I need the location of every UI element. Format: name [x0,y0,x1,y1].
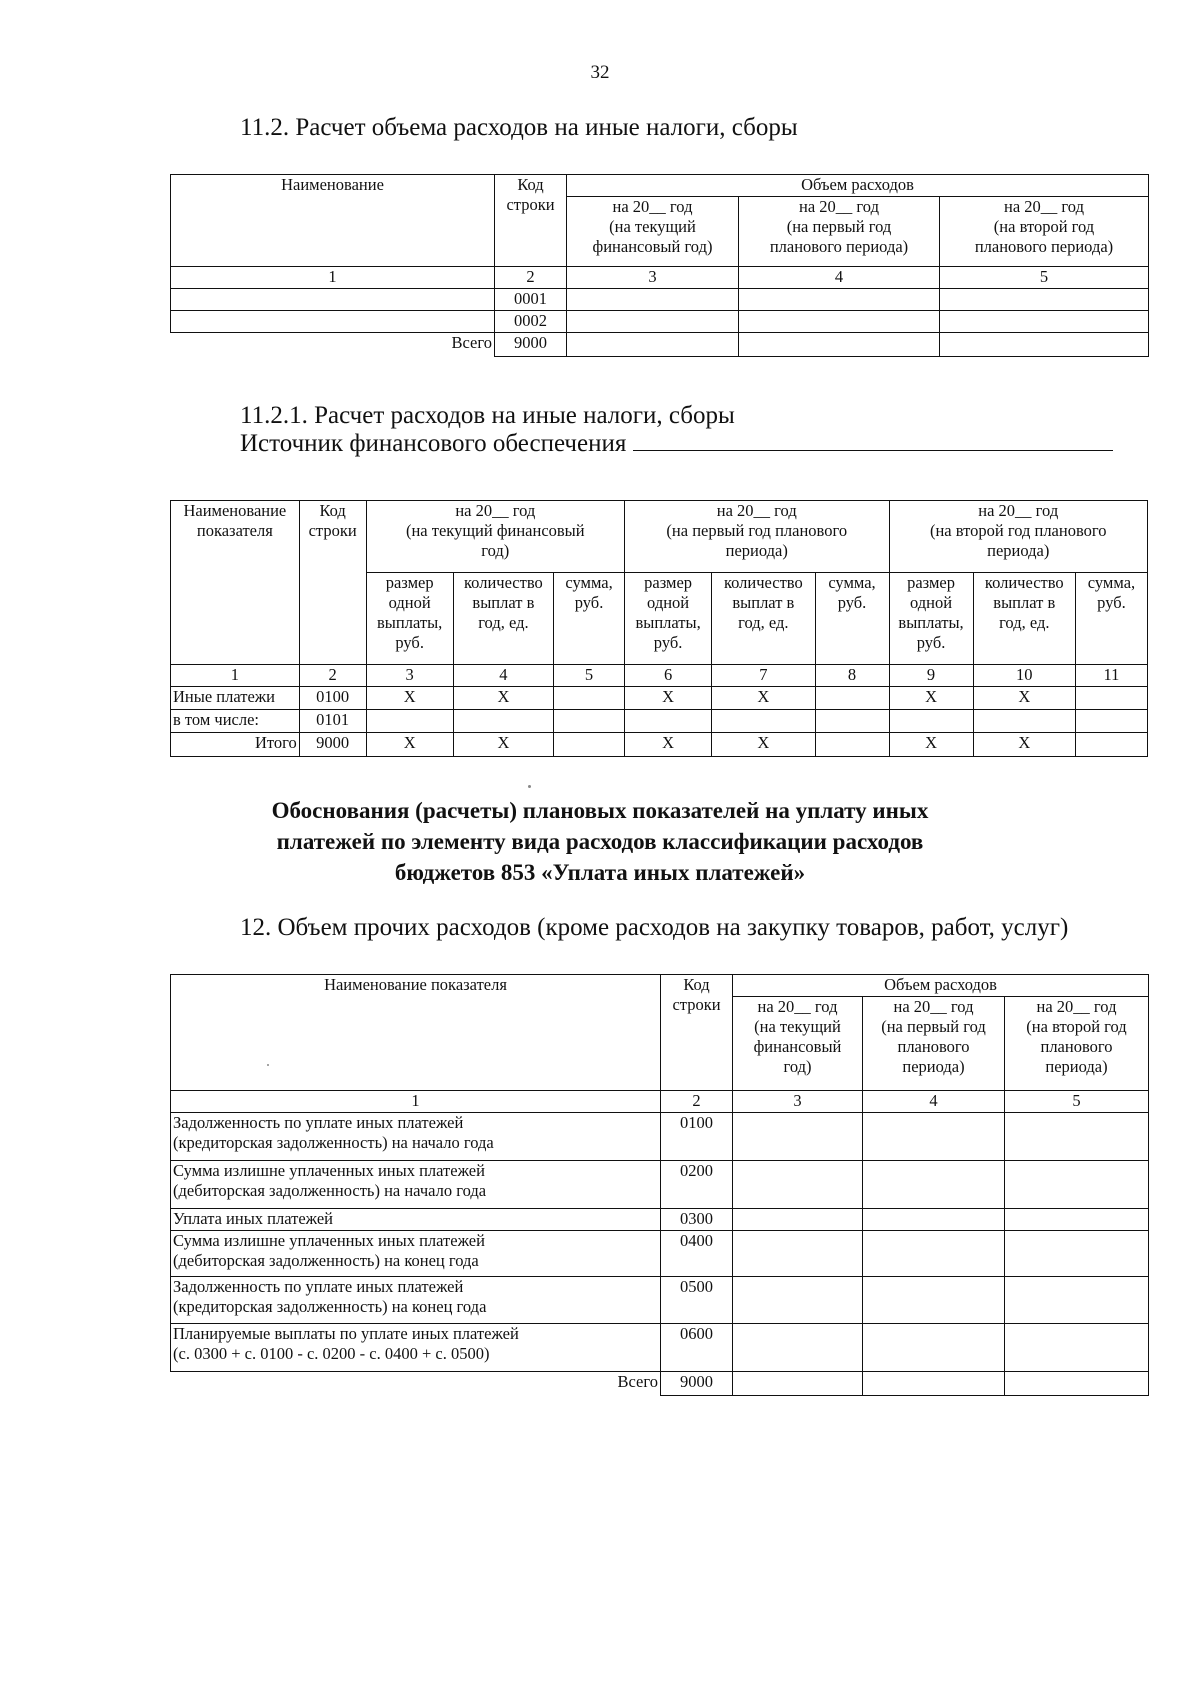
header-payment-count: количество выплат в год, ед. [712,573,815,665]
column-numbers-row: 1 2 3 4 5 [171,1091,1149,1113]
table-row: 0001 [171,289,1149,311]
table-row: Иные платежи 0100 X X X X X X [171,687,1148,710]
header-year-second: на 20__ год (на второй год планового периода) [1005,997,1149,1091]
header-year-first: на 20__ год (на первый год планового периода) [739,197,940,267]
justification-title: Обоснования (расчеты) плановых показателей на уплату иных платежей по элементу вида расходов классификации расходов бюджетов 853 «Уплата иных платежей» [271,798,929,885]
header-indicator-name: Наименование показателя [171,501,300,665]
header-year-first: на 20__ год (на первый год планового периода) [625,501,889,573]
table-row: Планируемые выплаты по уплате иных платежей (с. 0300 + с. 0100 - с. 0200 - с. 0400 + с. 0500) 0600 [171,1324,1149,1372]
section-12-title: 12. Объем прочих расходов (кроме расходов на закупку товаров, работ, услуг) [240,914,1069,941]
table-row: в том числе: 0101 [171,710,1148,733]
table-row-total: Итого 9000 X X X X X X [171,733,1148,757]
header-code: Код строки [661,975,733,1091]
funding-source-label: Источник финансового обеспечения [240,430,627,457]
funding-source-blank [633,430,1113,451]
header-year-second: на 20__ год (на второй год планового периода) [940,197,1149,267]
table-row: 0002 [171,311,1149,333]
table-row: Уплата иных платежей 0300 [171,1209,1149,1231]
header-payment-size: размер одной выплаты, руб. [366,573,453,665]
header-payment-count: количество выплат в год, ед. [973,573,1075,665]
table-row: Сумма излишне уплаченных иных платежей (дебиторская задолженность) на начало года 0200 [171,1161,1149,1209]
section-11-2-title: 11.2. Расчет объема расходов на иные налоги, сборы [240,114,798,141]
scan-speck [528,785,531,788]
header-name: Наименование [171,175,495,267]
column-numbers-row: 1 2 3 4 5 [171,267,1149,289]
table-11-2-1 [170,500,1148,757]
header-code: Код строки [299,501,366,665]
header-year-current: на 20__ год (на текущий финансовый год) [366,501,624,573]
table-row-total: Всего 9000 [171,333,1149,357]
funding-source-line [240,430,1113,458]
header-year-current: на 20__ год (на текущий финансовый год) [733,997,863,1091]
header-indicator-name: Наименование показателя [171,975,661,1091]
header-sum: сумма, руб. [554,573,625,665]
header-volume: Объем расходов [567,175,1149,197]
table-11-2 [170,174,1149,357]
header-volume: Объем расходов [733,975,1149,997]
header-code: Код строки [495,175,567,267]
section-11-2-1-title: 11.2.1. Расчет расходов на иные налоги, сборы [240,402,735,429]
header-year-second: на 20__ год (на второй год планового периода) [889,501,1148,573]
header-payment-size: размер одной выплаты, руб. [889,573,973,665]
table-row-total: Всего 9000 [171,1372,1149,1396]
table-12 [170,974,1149,1396]
header-payment-count: количество выплат в год, ед. [453,573,553,665]
header-sum: сумма, руб. [1075,573,1147,665]
column-numbers-row: 1 2 3 4 5 6 7 8 9 10 11 [171,665,1148,687]
table-row: Сумма излишне уплаченных иных платежей (дебиторская задолженность) на конец года 0400 [171,1231,1149,1277]
table-row: Задолженность по уплате иных платежей (кредиторская задолженность) на конец года 0500 [171,1277,1149,1324]
page-number: 32 [590,62,610,83]
table-row: Задолженность по уплате иных платежей (кредиторская задолженность) на начало года 0100 [171,1113,1149,1161]
scan-speck [267,1064,269,1066]
header-payment-size: размер одной выплаты, руб. [625,573,712,665]
header-year-current: на 20__ год (на текущий финансовый год) [567,197,739,267]
header-year-first: на 20__ год (на первый год планового периода) [863,997,1005,1091]
header-sum: сумма, руб. [815,573,889,665]
